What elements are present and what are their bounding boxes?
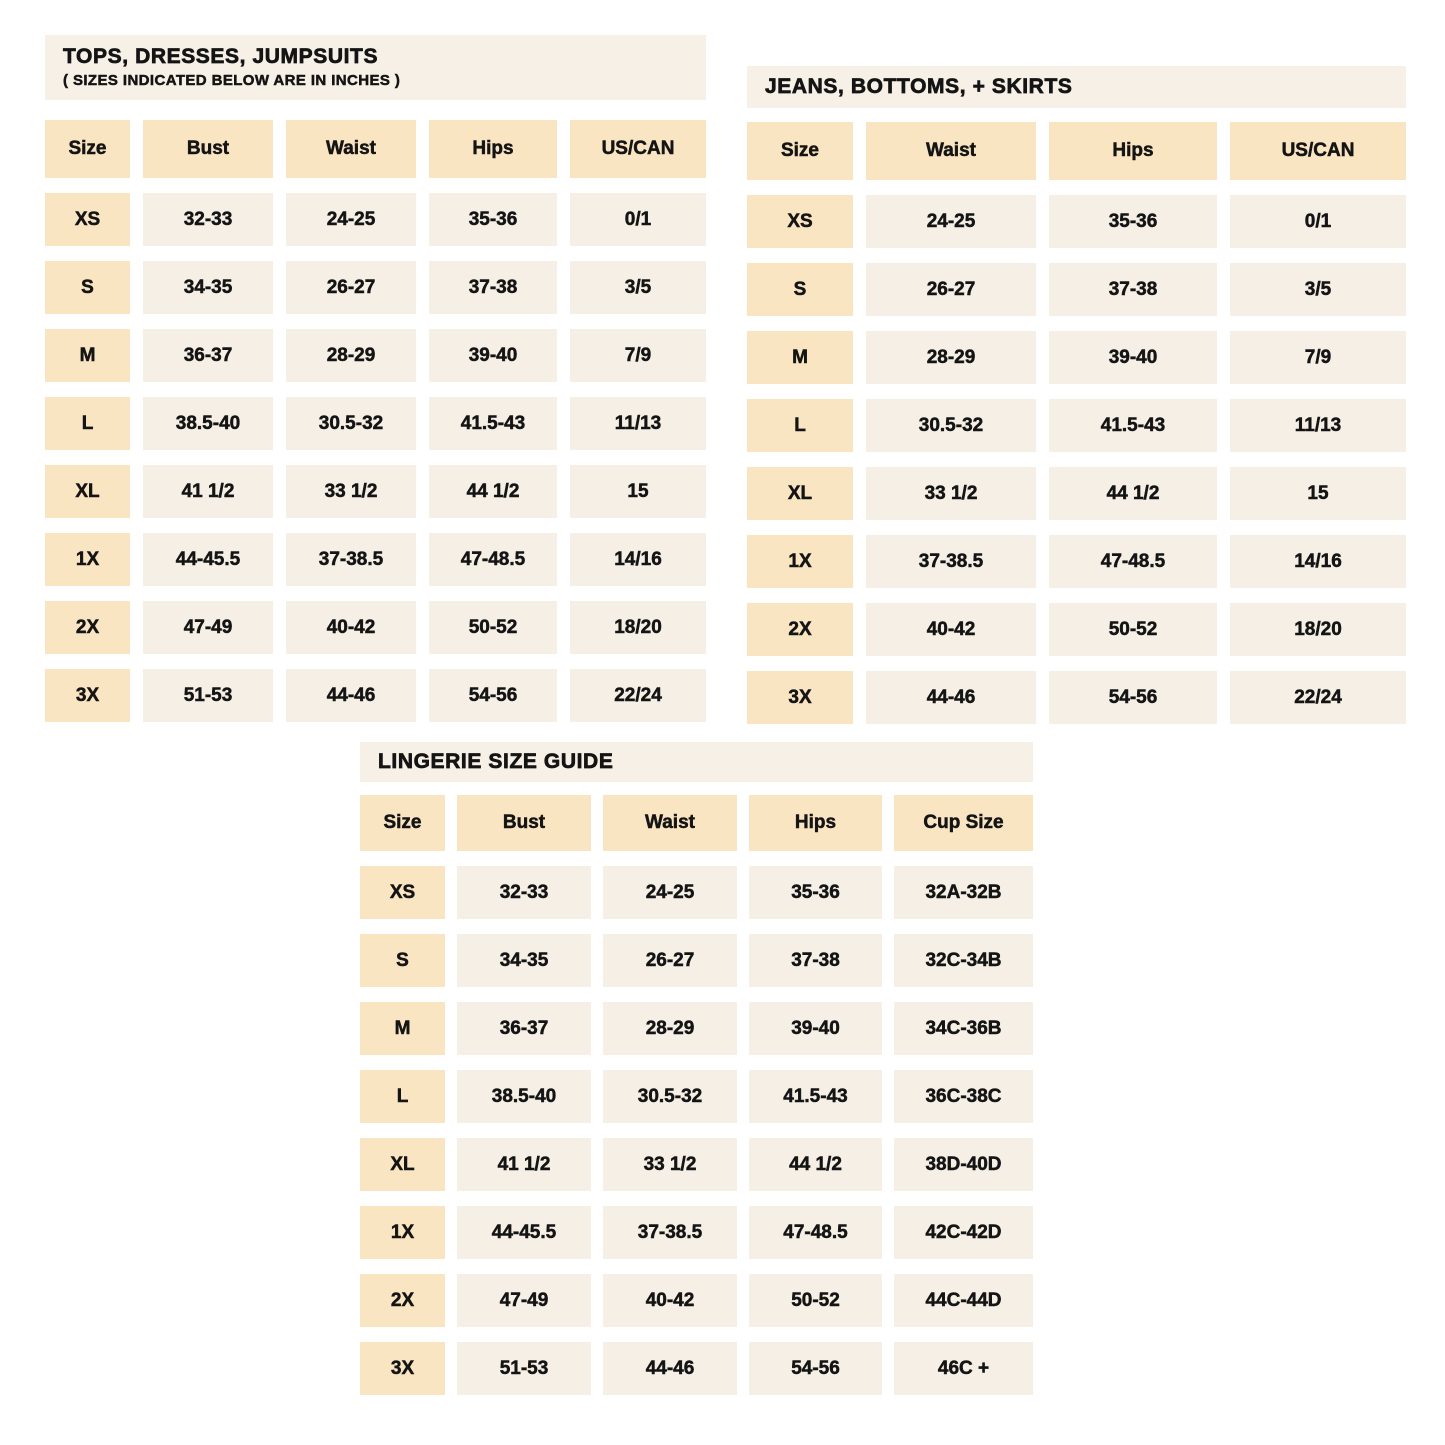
measurement-cell: 18/20: [1230, 603, 1406, 656]
measurement-cell: 7/9: [1230, 331, 1406, 384]
tops-section-banner: [45, 35, 706, 100]
measurement-cell: 54-56: [1049, 671, 1217, 724]
measurement-cell: 18/20: [570, 601, 706, 654]
measurement-cell: 30.5-32: [866, 399, 1036, 452]
measurement-cell: 37-38.5: [603, 1206, 737, 1259]
measurement-cell: 33 1/2: [603, 1138, 737, 1191]
size-label-cell: 3X: [45, 669, 130, 722]
measurement-cell: 44-46: [866, 671, 1036, 724]
jeans-size-table: [747, 122, 1406, 724]
column-header-hips: Hips: [1049, 122, 1217, 180]
tops-dresses-jumpsuits-section: [45, 35, 706, 722]
column-header-waist: Waist: [286, 120, 416, 178]
size-label-cell: 2X: [360, 1274, 445, 1327]
measurement-cell: 37-38: [1049, 263, 1217, 316]
measurement-cell: 47-48.5: [749, 1206, 882, 1259]
column-header-size: Size: [360, 795, 445, 851]
size-label-cell: XS: [360, 866, 445, 919]
measurement-cell: 47-48.5: [1049, 535, 1217, 588]
measurement-cell: 46C +: [894, 1342, 1033, 1395]
measurement-cell: 41.5-43: [1049, 399, 1217, 452]
jeans-section-banner: [747, 66, 1406, 108]
column-header-hips: Hips: [429, 120, 557, 178]
measurement-cell: 30.5-32: [603, 1070, 737, 1123]
size-label-cell: S: [45, 261, 130, 314]
measurement-cell: 26-27: [603, 934, 737, 987]
measurement-cell: 35-36: [429, 193, 557, 246]
measurement-cell: 39-40: [749, 1002, 882, 1055]
measurement-cell: 11/13: [570, 397, 706, 450]
column-header-size: Size: [45, 120, 130, 178]
measurement-cell: 32-33: [457, 866, 591, 919]
measurement-cell: 36C-38C: [894, 1070, 1033, 1123]
measurement-cell: 42C-42D: [894, 1206, 1033, 1259]
tops-section-title: TOPS, DRESSES, JUMPSUITS: [63, 45, 379, 69]
size-label-cell: 1X: [360, 1206, 445, 1259]
measurement-cell: 32-33: [143, 193, 273, 246]
measurement-cell: 47-49: [457, 1274, 591, 1327]
measurement-cell: 39-40: [1049, 331, 1217, 384]
measurement-cell: 41 1/2: [143, 465, 273, 518]
measurement-cell: 37-38: [429, 261, 557, 314]
measurement-cell: 40-42: [866, 603, 1036, 656]
measurement-cell: 44-45.5: [457, 1206, 591, 1259]
measurement-cell: 28-29: [286, 329, 416, 382]
measurement-cell: 37-38: [749, 934, 882, 987]
measurement-cell: 15: [1230, 467, 1406, 520]
measurement-cell: 38.5-40: [143, 397, 273, 450]
measurement-cell: 50-52: [749, 1274, 882, 1327]
measurement-cell: 44C-44D: [894, 1274, 1033, 1327]
lingerie-size-guide-section: [360, 742, 1033, 1395]
measurement-cell: 24-25: [286, 193, 416, 246]
column-header-size: Size: [747, 122, 853, 180]
measurement-cell: 44 1/2: [429, 465, 557, 518]
column-header-us-can: US/CAN: [570, 120, 706, 178]
measurement-cell: 44-45.5: [143, 533, 273, 586]
measurement-cell: 40-42: [286, 601, 416, 654]
column-header-waist: Waist: [603, 795, 737, 851]
size-label-cell: L: [360, 1070, 445, 1123]
measurement-cell: 47-49: [143, 601, 273, 654]
size-label-cell: M: [360, 1002, 445, 1055]
measurement-cell: 41.5-43: [749, 1070, 882, 1123]
size-label-cell: XS: [45, 193, 130, 246]
measurement-cell: 37-38.5: [286, 533, 416, 586]
size-label-cell: XS: [747, 195, 853, 248]
measurement-cell: 32C-34B: [894, 934, 1033, 987]
measurement-cell: 14/16: [1230, 535, 1406, 588]
measurement-cell: 3/5: [1230, 263, 1406, 316]
measurement-cell: 0/1: [1230, 195, 1406, 248]
size-label-cell: XL: [360, 1138, 445, 1191]
measurement-cell: 0/1: [570, 193, 706, 246]
measurement-cell: 22/24: [570, 669, 706, 722]
measurement-cell: 54-56: [749, 1342, 882, 1395]
measurement-cell: 26-27: [286, 261, 416, 314]
measurement-cell: 34-35: [457, 934, 591, 987]
column-header-hips: Hips: [749, 795, 882, 851]
measurement-cell: 38D-40D: [894, 1138, 1033, 1191]
column-header-cup-size: Cup Size: [894, 795, 1033, 851]
measurement-cell: 41.5-43: [429, 397, 557, 450]
measurement-cell: 54-56: [429, 669, 557, 722]
size-label-cell: 2X: [45, 601, 130, 654]
measurement-cell: 44 1/2: [749, 1138, 882, 1191]
column-header-waist: Waist: [866, 122, 1036, 180]
measurement-cell: 38.5-40: [457, 1070, 591, 1123]
measurement-cell: 22/24: [1230, 671, 1406, 724]
measurement-cell: 39-40: [429, 329, 557, 382]
lingerie-size-table: [360, 795, 1033, 1395]
size-label-cell: 1X: [45, 533, 130, 586]
size-label-cell: S: [747, 263, 853, 316]
measurement-cell: 15: [570, 465, 706, 518]
measurement-cell: 41 1/2: [457, 1138, 591, 1191]
measurement-cell: 28-29: [866, 331, 1036, 384]
measurement-cell: 11/13: [1230, 399, 1406, 452]
jeans-bottoms-skirts-section: [747, 66, 1406, 724]
size-label-cell: XL: [747, 467, 853, 520]
measurement-cell: 7/9: [570, 329, 706, 382]
measurement-cell: 28-29: [603, 1002, 737, 1055]
measurement-cell: 37-38.5: [866, 535, 1036, 588]
measurement-cell: 36-37: [457, 1002, 591, 1055]
column-header-bust: Bust: [143, 120, 273, 178]
measurement-cell: 34-35: [143, 261, 273, 314]
measurement-cell: 36-37: [143, 329, 273, 382]
size-label-cell: 2X: [747, 603, 853, 656]
size-label-cell: L: [45, 397, 130, 450]
size-label-cell: 3X: [360, 1342, 445, 1395]
tops-section-subtitle: ( SIZES INDICATED BELOW ARE IN INCHES ): [63, 71, 401, 89]
lingerie-section-banner: [360, 742, 1033, 782]
jeans-section-title: JEANS, BOTTOMS, + SKIRTS: [765, 75, 1073, 99]
measurement-cell: 26-27: [866, 263, 1036, 316]
column-header-us-can: US/CAN: [1230, 122, 1406, 180]
size-label-cell: M: [747, 331, 853, 384]
measurement-cell: 24-25: [866, 195, 1036, 248]
measurement-cell: 47-48.5: [429, 533, 557, 586]
measurement-cell: 14/16: [570, 533, 706, 586]
size-label-cell: 1X: [747, 535, 853, 588]
measurement-cell: 44-46: [286, 669, 416, 722]
measurement-cell: 44 1/2: [1049, 467, 1217, 520]
measurement-cell: 24-25: [603, 866, 737, 919]
measurement-cell: 33 1/2: [866, 467, 1036, 520]
measurement-cell: 33 1/2: [286, 465, 416, 518]
measurement-cell: 44-46: [603, 1342, 737, 1395]
size-label-cell: S: [360, 934, 445, 987]
size-label-cell: L: [747, 399, 853, 452]
column-header-bust: Bust: [457, 795, 591, 851]
measurement-cell: 34C-36B: [894, 1002, 1033, 1055]
measurement-cell: 35-36: [749, 866, 882, 919]
measurement-cell: 40-42: [603, 1274, 737, 1327]
measurement-cell: 32A-32B: [894, 866, 1033, 919]
measurement-cell: 51-53: [457, 1342, 591, 1395]
size-label-cell: 3X: [747, 671, 853, 724]
measurement-cell: 50-52: [1049, 603, 1217, 656]
measurement-cell: 35-36: [1049, 195, 1217, 248]
measurement-cell: 30.5-32: [286, 397, 416, 450]
size-label-cell: XL: [45, 465, 130, 518]
tops-size-table: [45, 120, 706, 722]
measurement-cell: 3/5: [570, 261, 706, 314]
lingerie-section-title: LINGERIE SIZE GUIDE: [378, 750, 614, 774]
measurement-cell: 51-53: [143, 669, 273, 722]
measurement-cell: 50-52: [429, 601, 557, 654]
size-label-cell: M: [45, 329, 130, 382]
